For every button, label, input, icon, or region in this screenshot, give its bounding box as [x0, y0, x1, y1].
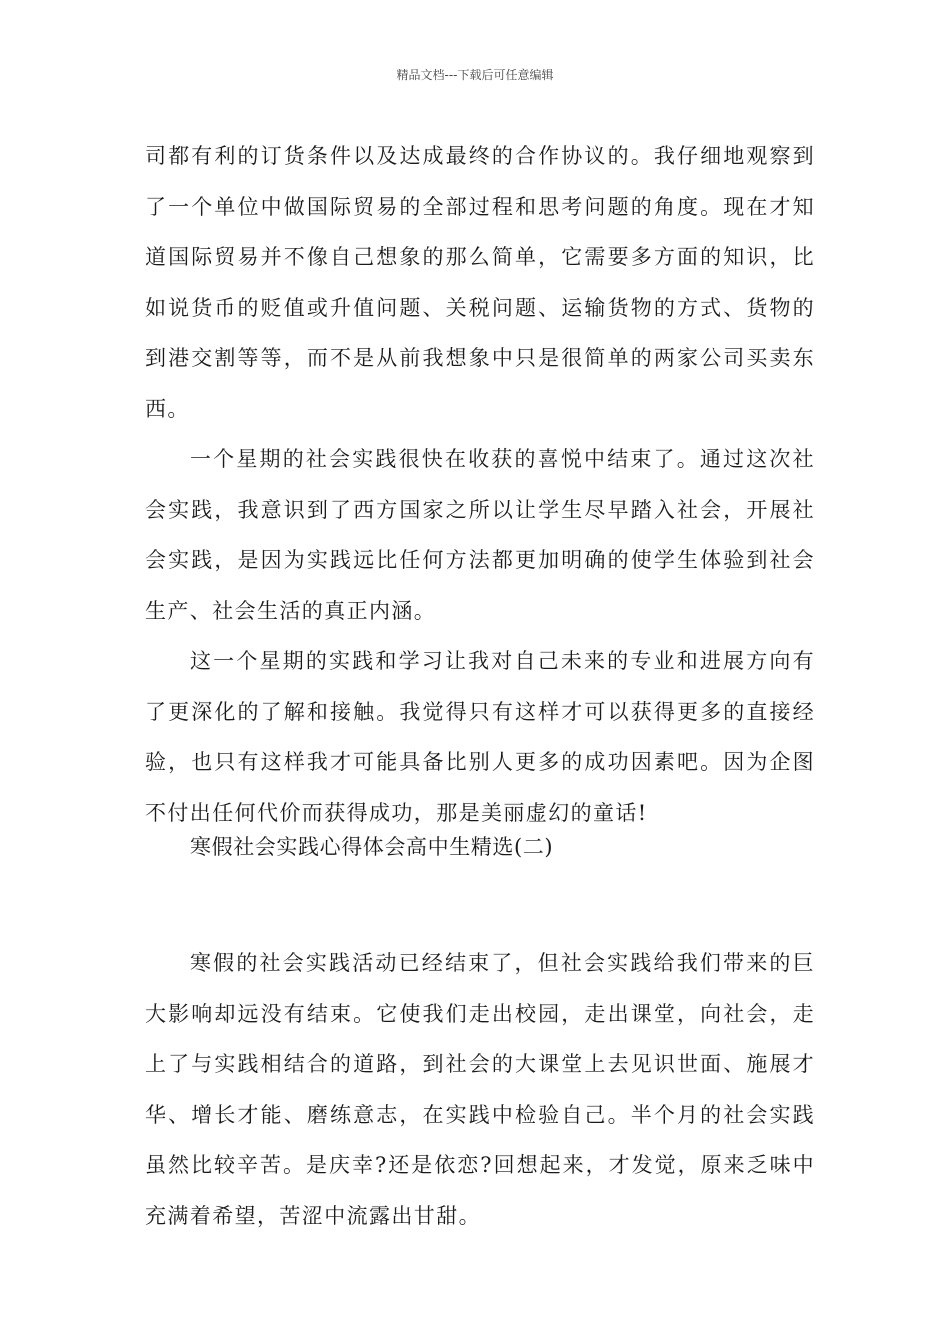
paragraph: 一个星期的社会实践很快在收获的喜悦中结束了。通过这次社会实践，我意识到了西方国家之所以让学生尽早踏入社会，开展社会实践，是因为实践远比任何方法都更加明确的使学生体验到社会生产、社会生活的真正内涵。 [145, 447, 815, 623]
section-heading: 寒假社会实践心得体会高中生精选(二) [190, 835, 554, 859]
paragraph: 这一个星期的实践和学习让我对自己未来的专业和进展方向有了更深化的了解和接触。我觉得只有这样才可以获得更多的直接经验，也只有这样我才可能具备比别人更多的成功因素吧。因为企图不付出任何代价而获得成功，那是美丽虚幻的童话! [145, 649, 815, 825]
body-text-top [145, 131, 815, 838]
paragraph-continued: 司都有利的订货条件以及达成最终的合作协议的。我仔细地观察到了一个单位中做国际贸易的全部过程和思考问题的角度。现在才知道国际贸易并不像自己想象的那么简单，它需要多方面的知识，比如说货币的贬值或升值问题、关税问题、运输货物的方式、货物的到港交割等等，而不是从前我想象中只是很简单的两家公司买卖东西。 [145, 144, 815, 421]
body-text-bottom [145, 938, 815, 1241]
page-header: 精品文档---下载后可任意编辑 [396, 68, 554, 82]
paragraph: 寒假的社会实践活动已经结束了，但社会实践给我们带来的巨大影响却远没有结束。它使我们走出校园，走出课堂，向社会，走上了与实践相结合的道路，到社会的大课堂上去见识世面、施展才华、增长才能、磨练意志，在实践中检验自己。半个月的社会实践虽然比较辛苦。是庆幸?还是依恋?回想起来，才发觉，原来乏味中充满着希望，苦涩中流露出甘甜。 [145, 951, 815, 1228]
